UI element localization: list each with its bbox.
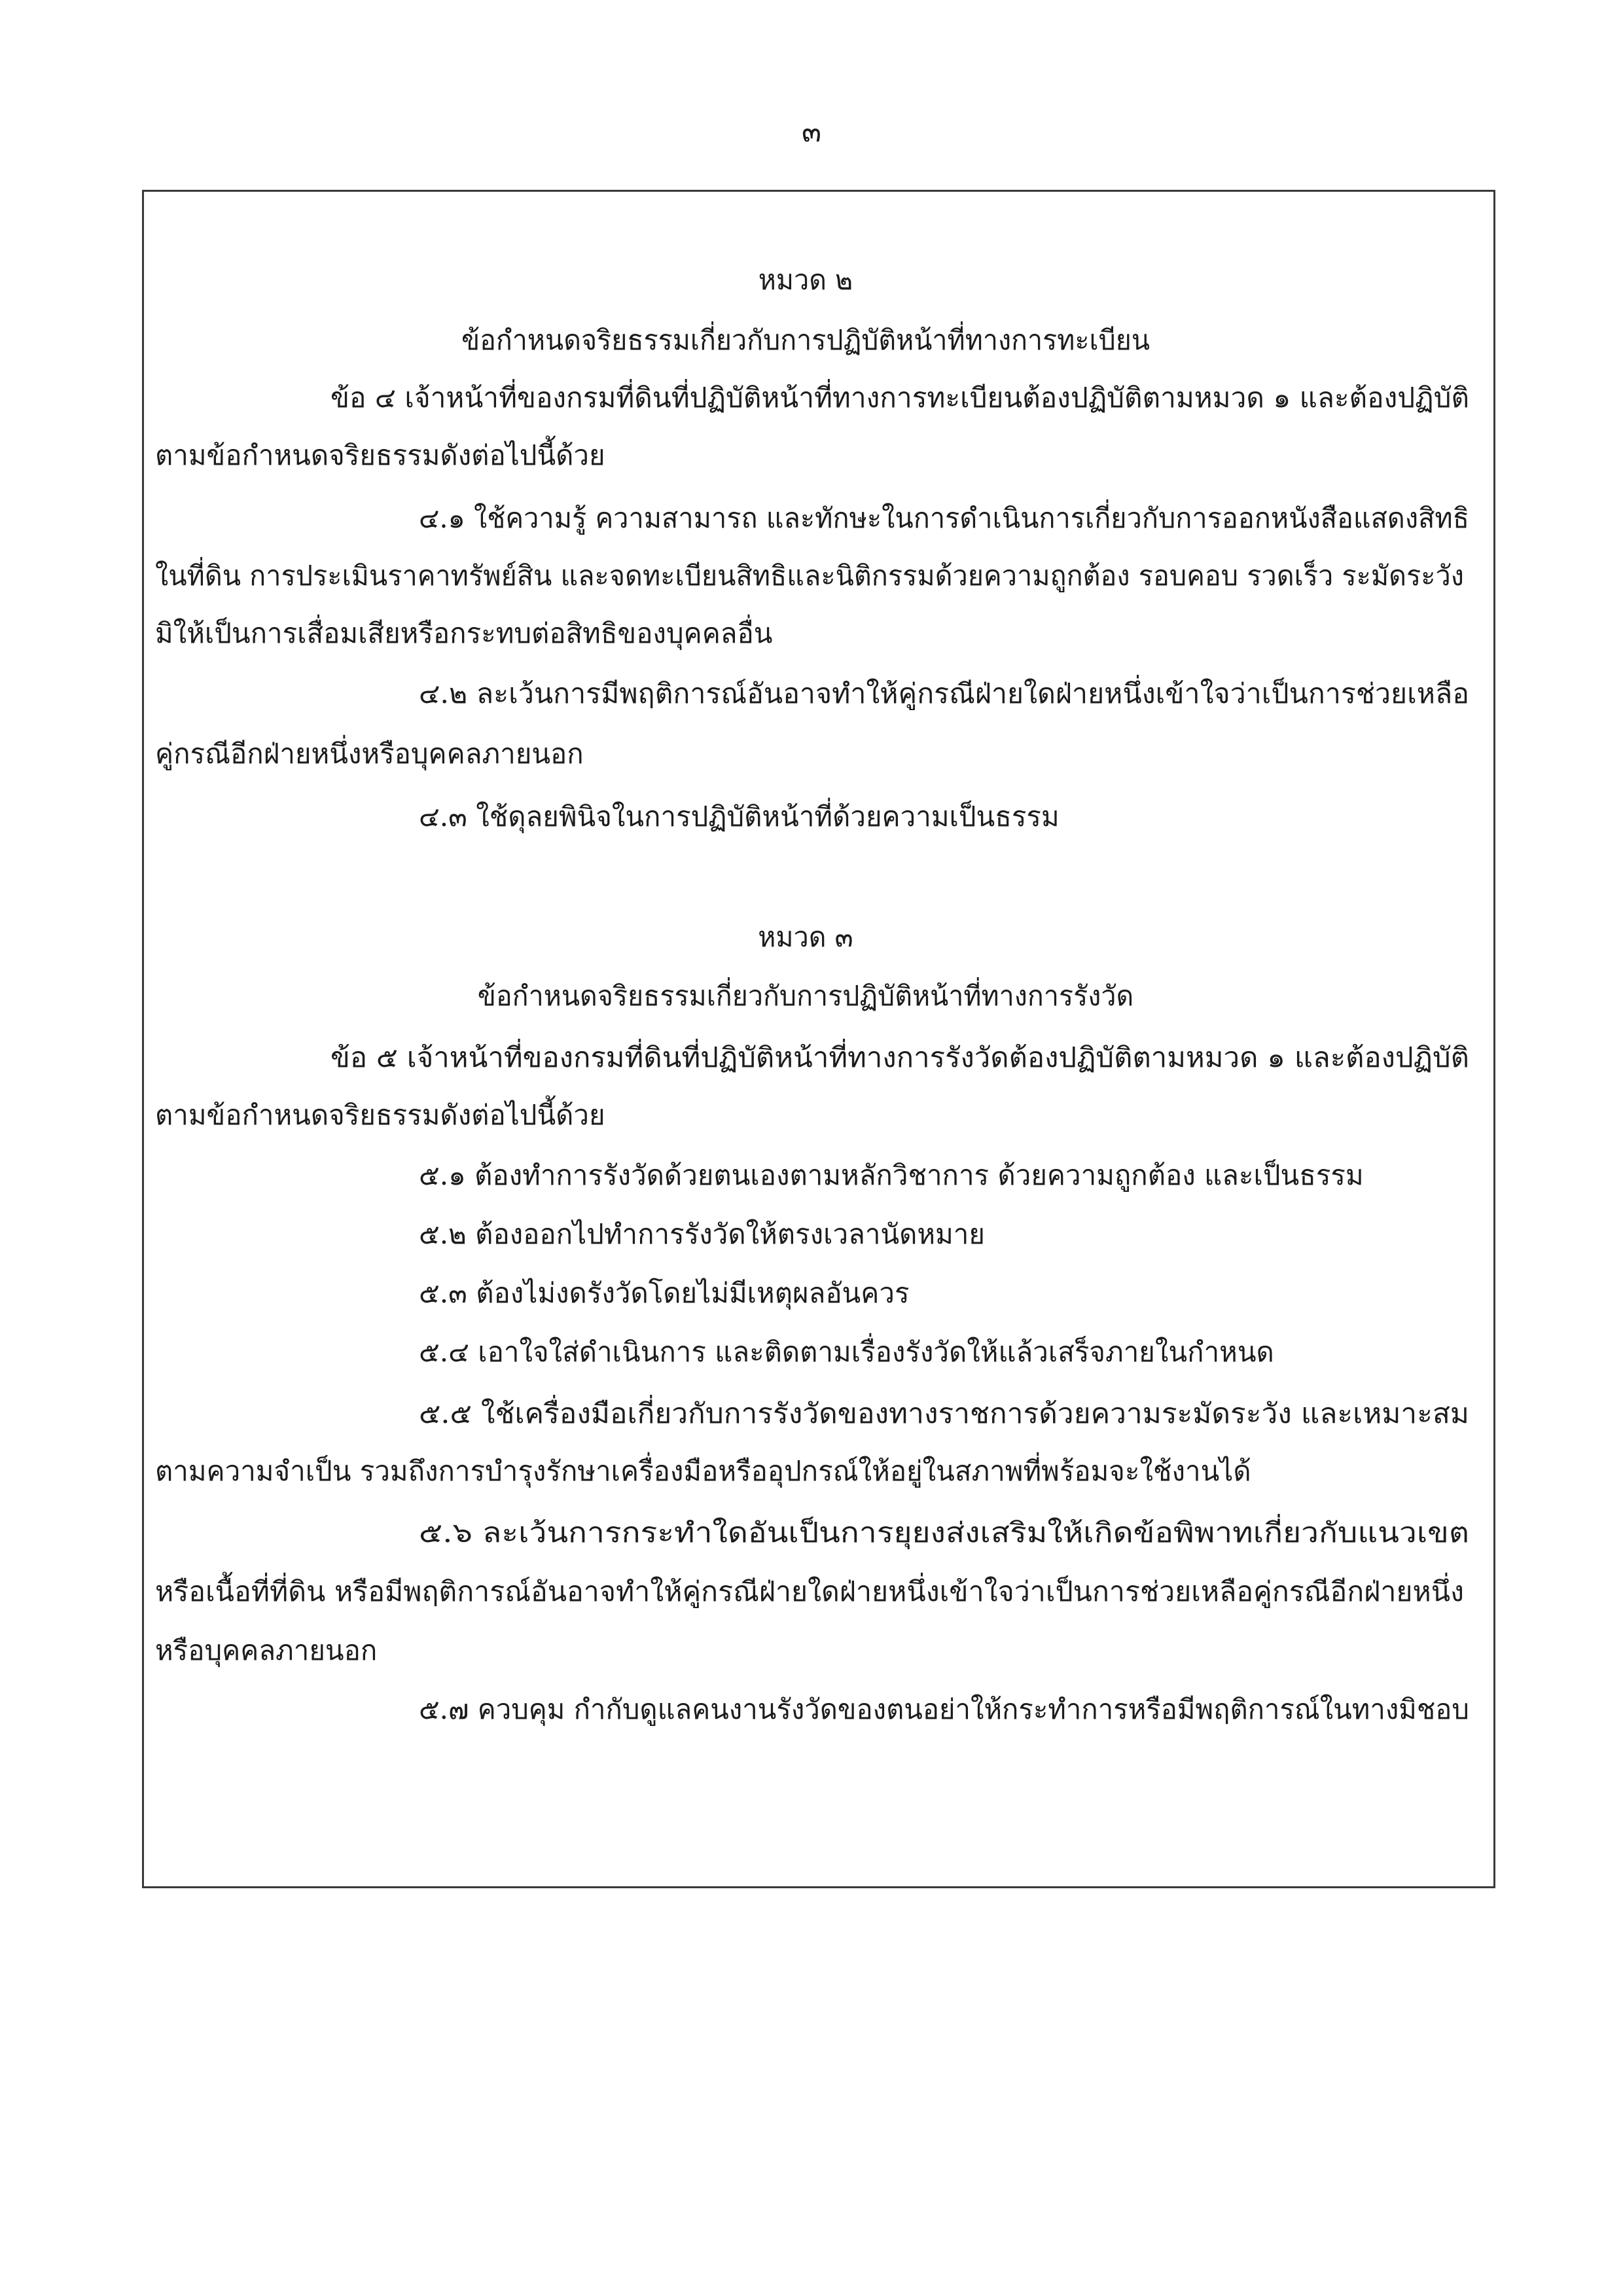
clause-4-line-2: ตามข้อกำหนดจริยธรรมดังต่อไปนี้ด้วย bbox=[155, 439, 605, 471]
item-4-1-line-1: ๔.๑ ใช้ความรู้ ความสามารถ และทักษะในการดำเนินการเกี่ยวกับการออกหนังสือแสดงสิทธิ bbox=[419, 502, 1469, 534]
item-4-1-line-2: ในที่ดิน การประเมินราคาทรัพย์สิน และจดทะเบียนสิทธิและนิติกรรมด้วยความถูกต้อง รอบคอบ รวดเร็ว ระมัดระวัง bbox=[155, 560, 1464, 592]
clause-5-line-1: ข้อ ๕ เจ้าหน้าที่ของกรมที่ดินที่ปฏิบัติหน้าที่ทางการรังวัดต้องปฏิบัติตามหมวด ๑ และต้องปฏิบัติ bbox=[330, 1041, 1469, 1073]
item-5-6-line-2: หรือเนื้อที่ที่ดิน หรือมีพฤติการณ์อันอาจทำให้คู่กรณีฝ่ายใดฝ่ายหนึ่งเข้าใจว่าเป็นการช่วยเหลือคู่กรณีอีกฝ่ายหนึ่ง bbox=[155, 1575, 1464, 1607]
item-5-6-line-1: ๕.๖ ละเว้นการกระทำใดอันเป็นการยุยงส่งเสริมให้เกิดข้อพิพาทเกี่ยวกับแนวเขต bbox=[419, 1516, 1469, 1549]
item-4-3: ๔.๓ ใช้ดุลยพินิจในการปฏิบัติหน้าที่ด้วยความเป็นธรรม bbox=[419, 800, 1060, 833]
section-3-heading: หมวด ๓ bbox=[758, 921, 853, 953]
item-5-4: ๕.๔ เอาใจใส่ดำเนินการ และติดตามเรื่องรังวัดให้แล้วเสร็จภายในกำหนด bbox=[419, 1336, 1274, 1368]
item-4-2-line-1: ๔.๒ ละเว้นการมีพฤติการณ์อันอาจทำให้คู่กรณีฝ่ายใดฝ่ายหนึ่งเข้าใจว่าเป็นการช่วยเหลือ bbox=[419, 677, 1469, 709]
item-5-1: ๕.๑ ต้องทำการรังวัดด้วยตนเองตามหลักวิชาการ ด้วยความถูกต้อง และเป็นธรรม bbox=[419, 1159, 1364, 1191]
item-5-5-line-2: ตามความจำเป็น รวมถึงการบำรุงรักษาเครื่องมือหรืออุปกรณ์ให้อยู่ในสภาพที่พร้อมจะใช้งานได้ bbox=[155, 1455, 1251, 1487]
clause-4-line-1: ข้อ ๔ เจ้าหน้าที่ของกรมที่ดินที่ปฏิบัติหน้าที่ทางการทะเบียนต้องปฏิบัติตามหมวด ๑ และต้องปฏิบัติ bbox=[330, 382, 1469, 414]
item-5-7: ๕.๗ ควบคุม กำกับดูแลคนงานรังวัดของตนอย่าให้กระทำการหรือมีพฤติการณ์ในทางมิชอบ bbox=[419, 1693, 1469, 1725]
section-2-title: ข้อกำหนดจริยธรรมเกี่ยวกับการปฏิบัติหน้าที่ทางการทะเบียน bbox=[461, 324, 1150, 356]
clause-5-line-2: ตามข้อกำหนดจริยธรรมดังต่อไปนี้ด้วย bbox=[155, 1099, 605, 1131]
item-4-2-line-2: คู่กรณีอีกฝ่ายหนึ่งหรือบุคคลภายนอก bbox=[155, 738, 584, 770]
item-5-6-line-3: หรือบุคคลภายนอก bbox=[155, 1634, 378, 1666]
page-number: ๓ bbox=[801, 115, 822, 149]
item-5-5-line-1: ๕.๕ ใช้เครื่องมือเกี่ยวกับการรังวัดของทางราชการด้วยความระมัดระวัง และเหมาะสม bbox=[419, 1397, 1469, 1429]
item-5-3: ๕.๓ ต้องไม่งดรังวัดโดยไม่มีเหตุผลอันควร bbox=[419, 1277, 910, 1309]
item-5-2: ๕.๒ ต้องออกไปทำการรังวัดให้ตรงเวลานัดหมาย bbox=[419, 1218, 985, 1250]
item-4-1-line-3: มิให้เป็นการเสื่อมเสียหรือกระทบต่อสิทธิของบุคคลอื่น bbox=[155, 617, 773, 649]
section-2-heading: หมวด ๒ bbox=[758, 264, 853, 296]
section-3-title: ข้อกำหนดจริยธรรมเกี่ยวกับการปฏิบัติหน้าที่ทางการรังวัด bbox=[477, 980, 1134, 1012]
